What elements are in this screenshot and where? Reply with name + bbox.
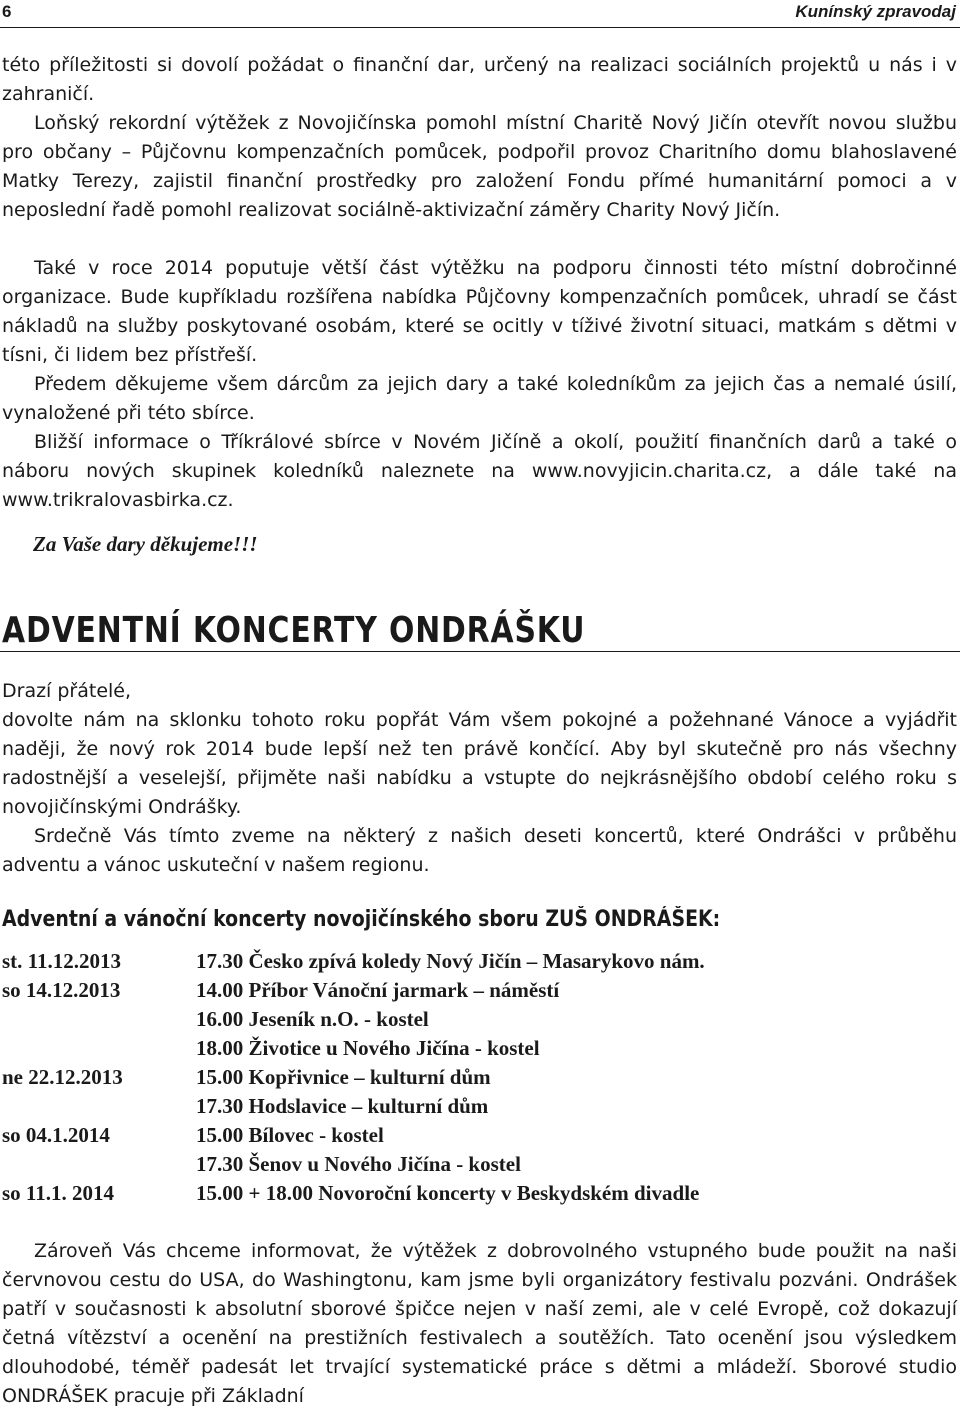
schedule-date: ne 22.12.2013 bbox=[2, 1065, 123, 1089]
schedule-event: 14.00 Příbor Vánoční jarmark – náměstí bbox=[196, 978, 560, 1002]
header-divider bbox=[0, 27, 960, 28]
thanks-line: Za Vaše dary děkujeme!!! bbox=[33, 532, 258, 556]
schedule-event: 15.00 Kopřivnice – kulturní dům bbox=[196, 1065, 491, 1089]
charity-paragraph-1: této příležitosti si dovolí požádat o finanční dar, určený na realizaci sociálních projektů u nás i v zahraničí. bbox=[2, 54, 957, 105]
concerts-closing-paragraph: Zároveň Vás chceme informovat, že výtěžek z dobrovolného vstupného bude použit na naši červnovou cestu do USA, do Washingtonu, kam jsme byli organizátory festivalu pozváni. Ondrášek patří v současnosti k absolutní sborové špičce nejen v naší zemi, ale v celé Evropě, což dokazují četná vítězství a ocenění na prestižních festivalech a soutěžích. Tato ocenění jsou výsledkem dlouhodobé, téměř padesát let trvající systematické práce s dětmi a mládeží. Sborové studio ONDRÁŠEK pracuje při Základní bbox=[2, 1240, 957, 1407]
schedule-row bbox=[2, 1121, 942, 1150]
schedule-event: 17.30 Šenov u Nového Jičína - kostel bbox=[196, 1152, 521, 1176]
schedule-event: 16.00 Jeseník n.O. - kostel bbox=[196, 1007, 429, 1031]
schedule-row bbox=[2, 1034, 942, 1063]
greeting: Drazí přátelé, bbox=[2, 680, 132, 702]
schedule-row bbox=[2, 976, 942, 1005]
page-header bbox=[0, 0, 960, 28]
schedule-event: 17.30 Česko zpívá koledy Nový Jičín – Masarykovo nám. bbox=[196, 949, 705, 973]
schedule-event: 17.30 Hodslavice – kulturní dům bbox=[196, 1094, 489, 1118]
schedule-date: so 11.1. 2014 bbox=[2, 1181, 115, 1205]
concert-schedule bbox=[2, 947, 942, 1208]
schedule-date: so 04.1.2014 bbox=[2, 1123, 110, 1147]
schedule-row bbox=[2, 1150, 942, 1179]
schedule-date: so 14.12.2013 bbox=[2, 978, 121, 1002]
concerts-paragraph-2: Srdečně Vás tímto zveme na některý z našich deseti koncertů, které Ondrášci v průběhu adventu a vánoc uskuteční v našem regionu. bbox=[2, 825, 957, 876]
schedule-event: 15.00 Bílovec - kostel bbox=[196, 1123, 384, 1147]
concert-list-heading: Adventní a vánoční koncerty novojičínského sboru ZUŠ ONDRÁŠEK: bbox=[2, 907, 721, 932]
concerts-paragraph-1: dovolte nám na sklonku tohoto roku popřát Vám všem pokojné a požehnané Vánoce a vyjádřit naději, že nový rok 2014 bude lepší než ten právě končící. Aby byl skutečně pro nás všechny radostnější a veselejší, přijměte naši nabídku a vstupte do nejkrásnějšího období celého roku s novojičínskými Ondrášky. bbox=[2, 709, 957, 818]
charity-paragraph-4: Předem děkujeme všem dárcům za jejich dary a také koledníkům za jejich čas a nemalé úsilí, vynaložené při této sbírce. bbox=[2, 373, 957, 424]
charity-paragraph-3: Také v roce 2014 poputuje větší část výtěžku na podporu činnosti této místní dobročinné organizace. Bude kupříkladu rozšířena nabídka Půjčovny kompenzačních pomůcek, uhradí se část nákladů na služby poskytované osobám, které se ocitly v tíživé životní situaci, matkám s dětmi v tísni, či lidem bez přístřeší. bbox=[2, 257, 957, 366]
section-divider bbox=[0, 651, 960, 652]
schedule-date: st. 11.12.2013 bbox=[2, 949, 122, 973]
schedule-row bbox=[2, 1063, 942, 1092]
publication-title: Kunínský zpravodaj bbox=[795, 2, 956, 21]
charity-paragraph-5: Bližší informace o Tříkrálové sbírce v Novém Jičíně a okolí, použití finančních darů a také o náboru nových skupinek koledníků naleznete na www.novyjicin.charita.cz, a dále také na www.trikralovasbirka.cz. bbox=[2, 431, 957, 511]
schedule-event: 18.00 Životice u Nového Jičína - kostel bbox=[196, 1036, 540, 1060]
charity-paragraph-2: Loňský rekordní výtěžek z Novojičínska pomohl místní Charitě Nový Jičín otevřít novou službu pro občany – Půjčovnu kompenzačních pomůcek, podpořil provoz Charitního domu blahoslavené Matky Terezy, zajistil finanční prostředky pro založení Fondu přímé humanitární pomoci a v neposlední řadě pomohl realizovat sociálně-aktivizační záměry Charity Nový Jičín. bbox=[2, 112, 957, 221]
schedule-event: 15.00 + 18.00 Novoroční koncerty v Beskydském divadle bbox=[196, 1181, 700, 1205]
schedule-row bbox=[2, 1179, 942, 1208]
schedule-row bbox=[2, 1005, 942, 1034]
schedule-row bbox=[2, 947, 942, 976]
schedule-row bbox=[2, 1092, 942, 1121]
section-title: ADVENTNÍ KONCERTY ONDRÁŠKU bbox=[2, 610, 586, 651]
page-number: 6 bbox=[2, 2, 12, 21]
